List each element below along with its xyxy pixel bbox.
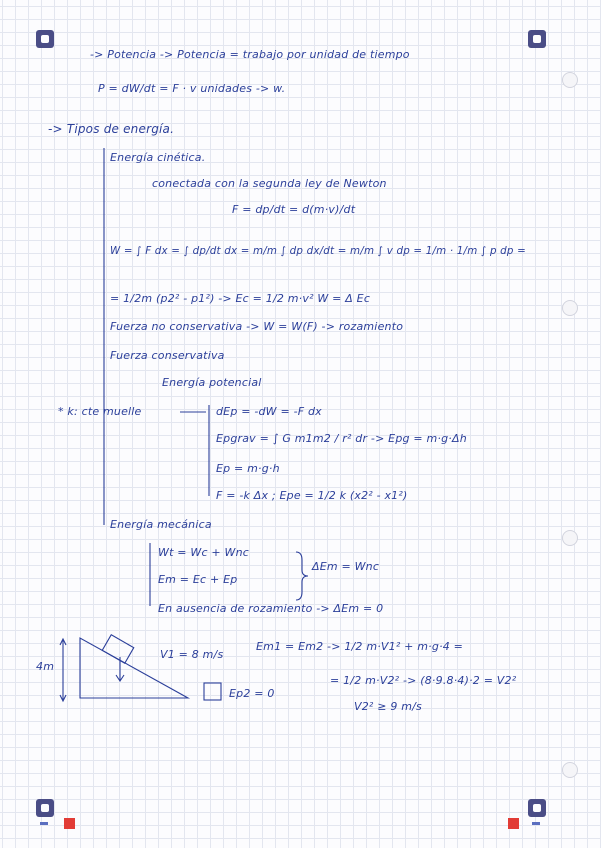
power-definition-line: -> Potencia -> Potencia = trabajo por unidad de tiempo [90, 48, 410, 61]
mechanical-energy-formula: Em = Ec + Ep [158, 573, 238, 586]
newton-law-note: conectada con la segunda ley de Newton [152, 177, 387, 190]
height-label: 4m [36, 660, 55, 673]
potential-differential: dEp = -dW = -F dx [216, 405, 322, 418]
energy-balance-line-2: = 1/2 m·V2² -> (8·9.8·4)·2 = V2² [330, 674, 517, 687]
work-integral-formula: W = ∫ F dx = ∫ dp/dt dx = m/m ∫ dp dx/dt = m/m ∫ v dp = 1/m · 1/m ∫ p dp = [110, 245, 526, 257]
reference-potential-label: Ep2 = 0 [229, 687, 275, 700]
force-momentum-formula: F = dp/dt = d(m·v)/dt [232, 203, 356, 216]
potential-energy-heading: Energía potencial [162, 376, 262, 389]
nonconservative-force-line: Fuerza no conservativa -> W = W(F) -> rozamiento [110, 320, 404, 333]
mechanical-energy-change: ΔEm = Wnc [312, 560, 380, 573]
no-friction-conservation: En ausencia de rozamiento -> ΔEm = 0 [158, 602, 384, 615]
initial-velocity-label: V1 = 8 m/s [160, 648, 224, 661]
total-work-formula: Wt = Wc + Wnc [158, 546, 250, 559]
conservative-force-heading: Fuerza conservativa [110, 349, 225, 362]
energy-balance-line-1: Em1 = Em2 -> 1/2 m·V1² + m·g·4 = [256, 640, 464, 653]
elastic-potential: F = -k Δx ; Epe = 1/2 k (x2² - x1²) [216, 489, 408, 502]
kinetic-energy-heading: Energía cinética. [110, 151, 206, 164]
mechanical-energy-heading: Energía mecánica [110, 518, 212, 531]
gravitational-potential: Epgrav = ∫ G m1m2 / r² dr -> Epg = m·g·Δh [216, 432, 467, 445]
kinetic-energy-result: = 1/2m (p2² - p1²) -> Ec = 1/2 m·v² W = Δ Ec [110, 292, 371, 305]
energy-types-heading: -> Tipos de energía. [48, 122, 175, 136]
final-velocity-result: V2² ≥ 9 m/s [354, 700, 422, 713]
potential-near-surface: Ep = m·g·h [216, 462, 280, 475]
power-formula: P = dW/dt = F · v unidades -> w. [98, 82, 286, 95]
spring-constant-note: * k: cte muelle [58, 405, 142, 418]
